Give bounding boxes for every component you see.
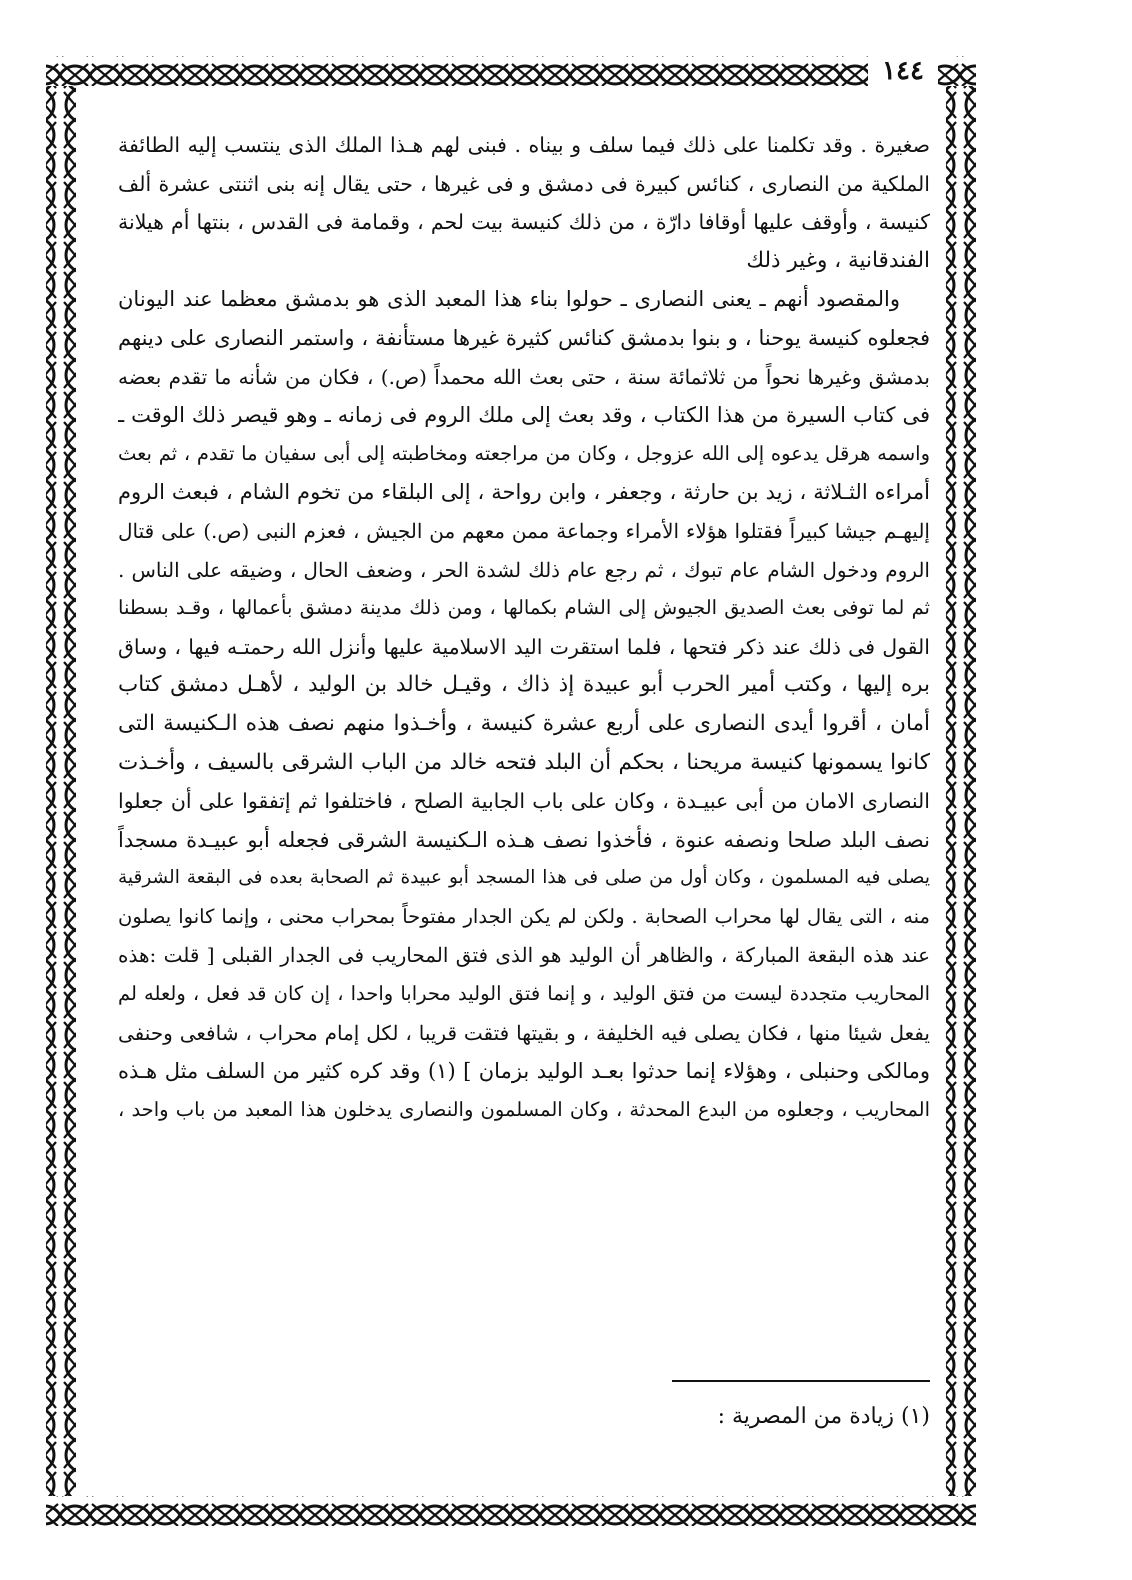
text-line: كانوا يسمونها كنيسة مريحنا ، بحكم أن البلد فتحه خالد من الباب الشرقى بالسيف ، وأخـذت bbox=[118, 749, 930, 775]
text-line: الملكية من النصارى ، كنائس كبيرة فى دمشق و فى غيرها ، حتى يقال إنه بنى اثنتى عشرة ألف bbox=[118, 171, 930, 196]
text-line: بره إليها ، وكتب أمير الحرب أبو عبيدة إذ ذاك ، وقيـل خالد بن الوليد ، لأهـل دمشق كتاب bbox=[118, 672, 930, 698]
text-line: بدمشق وغيرها نحواً من ثلاثمائة سنة ، حتى بعث الله محمداً (ص.) ، فكان من شأنه ما تقدم بعضه bbox=[118, 364, 930, 389]
text-line: الروم ودخول الشام عام تبوك ، ثم رجع عام ذلك لشدة الحر ، وضعف الحال ، وضيقه على الناس . bbox=[118, 557, 930, 582]
text-line: فجعلوه كنيسة يوحنا ، و بنوا بدمشق كنائس كثيرة غيرها مستأنفة ، واستمر النصارى على دينهم bbox=[118, 325, 930, 350]
text-line: يصلى فيه المسلمون ، وكان أول من صلى فى هذا المسجد أبو عبيدة ثم الصحابة بعده فى البقعة الشرقية bbox=[118, 867, 930, 889]
text-line: عند هذه البقعة المباركة ، والظاهر أن الوليد هو الذى فتق المحاريب فى الجدار القبلى [ قلت :هذه bbox=[118, 943, 930, 968]
body-text bbox=[118, 126, 930, 1129]
text-line: فى كتاب السيرة من هذا الكتاب ، وقد بعث إلى ملك الروم فى زمانه ـ وهو قيصر ذلك الوقت ـ bbox=[118, 403, 930, 428]
text-line: واسمه هرقل يدعوه إلى الله عزوجل ، وكان من مراجعته ومخاطبته إلى أبى سفيان ما تقدم ، ثم بعث bbox=[118, 441, 930, 465]
text-line: المحاريب متجددة ليست من فتق الوليد ، و إنما فتق الوليد محرابا واحدا ، إن كان قد فعل ، ولعله لم bbox=[118, 982, 930, 1006]
text-line: والمقصود أنهم ـ يعنى النصارى ـ حولوا بناء هذا المعبد الذى هو بدمشق معظما عند اليونان bbox=[118, 287, 900, 312]
text-line: أمراءه الثـلاثة ، زيد بن حارثة ، وجعفر ، وابن رواحة ، إلى البلقاء من تخوم الشام ، فبعث الروم bbox=[118, 480, 930, 505]
text-line: الفندقانية ، وغير ذلك bbox=[746, 247, 930, 273]
footnote bbox=[640, 1400, 930, 1434]
page-number: ١٤٤ bbox=[868, 54, 938, 88]
text-line: يفعل شيئا منها ، فكان يصلى فيه الخليفة ، و بقيتها فتقت قريبا ، لكل إمام محراب ، شافعى وحنفى bbox=[118, 1020, 930, 1045]
text-line: النصارى الامان من أبى عبيـدة ، وكان على باب الجابية الصلح ، فاختلفوا ثم إتفقوا على أن جعلوا bbox=[118, 789, 930, 814]
text-line: صغيرة . وقد تكلمنا على ذلك فيما سلف و بيناه . فبنى لهم هـذا الملك الذى ينتسب إليه الطائفة bbox=[118, 133, 930, 157]
text-line: منه ، التى يقال لها محراب الصحابة . ولكن لم يكن الجدار مفتوحاً بمحراب محنى ، وإنما كانوا يصلون bbox=[118, 904, 930, 928]
text-line: ومالكى وحنبلى ، وهؤلاء إنما حدثوا بعـد الوليد بزمان ] (١) وقد كره كثير من السلف مثل هـذه bbox=[118, 1059, 930, 1084]
text-line: أمان ، أقروا أيدى النصارى على أربع عشرة كنيسة ، وأخـذوا منهم نصف هذه الـكنيسة التى bbox=[118, 710, 930, 736]
footnote-text: زيادة من المصرية : bbox=[717, 1404, 894, 1429]
text-line: نصف البلد صلحا ونصفه عنوة ، فأخذوا نصف هـذه الـكنيسة الشرقى فجعله أبو عبيـدة مسجداً bbox=[118, 827, 930, 852]
text-line: ثم لما توفى بعث الصديق الجيوش إلى الشام بكمالها ، ومن ذلك مدينة دمشق بأعمالها ، وقـد بسطنا bbox=[118, 596, 930, 620]
footnote-marker: (١) bbox=[900, 1404, 930, 1429]
text-line: المحاريب ، وجعلوه من البدع المحدثة ، وكان المسلمون والنصارى يدخلون هذا المعبد من باب واحد ، bbox=[118, 1097, 930, 1121]
footnote-divider bbox=[672, 1380, 930, 1382]
text-line: إليهـم جيشا كبيراً فقتلوا هؤلاء الأمراء وجماعة ممن معهم من الجيش ، فعزم النبى (ص.) على قتال bbox=[118, 518, 930, 543]
text-line: كنيسة ، وأوقف عليها أوقافا دارّة ، من ذلك كنيسة بيت لحم ، وقمامة فى القدس ، بنتها أم هيلانة bbox=[118, 210, 930, 235]
text-line: القول فى ذلك عند ذكر فتحها ، فلما استقرت اليد الاسلامية عليها وأنزل الله رحمتـه فيها ، وساق bbox=[118, 634, 930, 659]
